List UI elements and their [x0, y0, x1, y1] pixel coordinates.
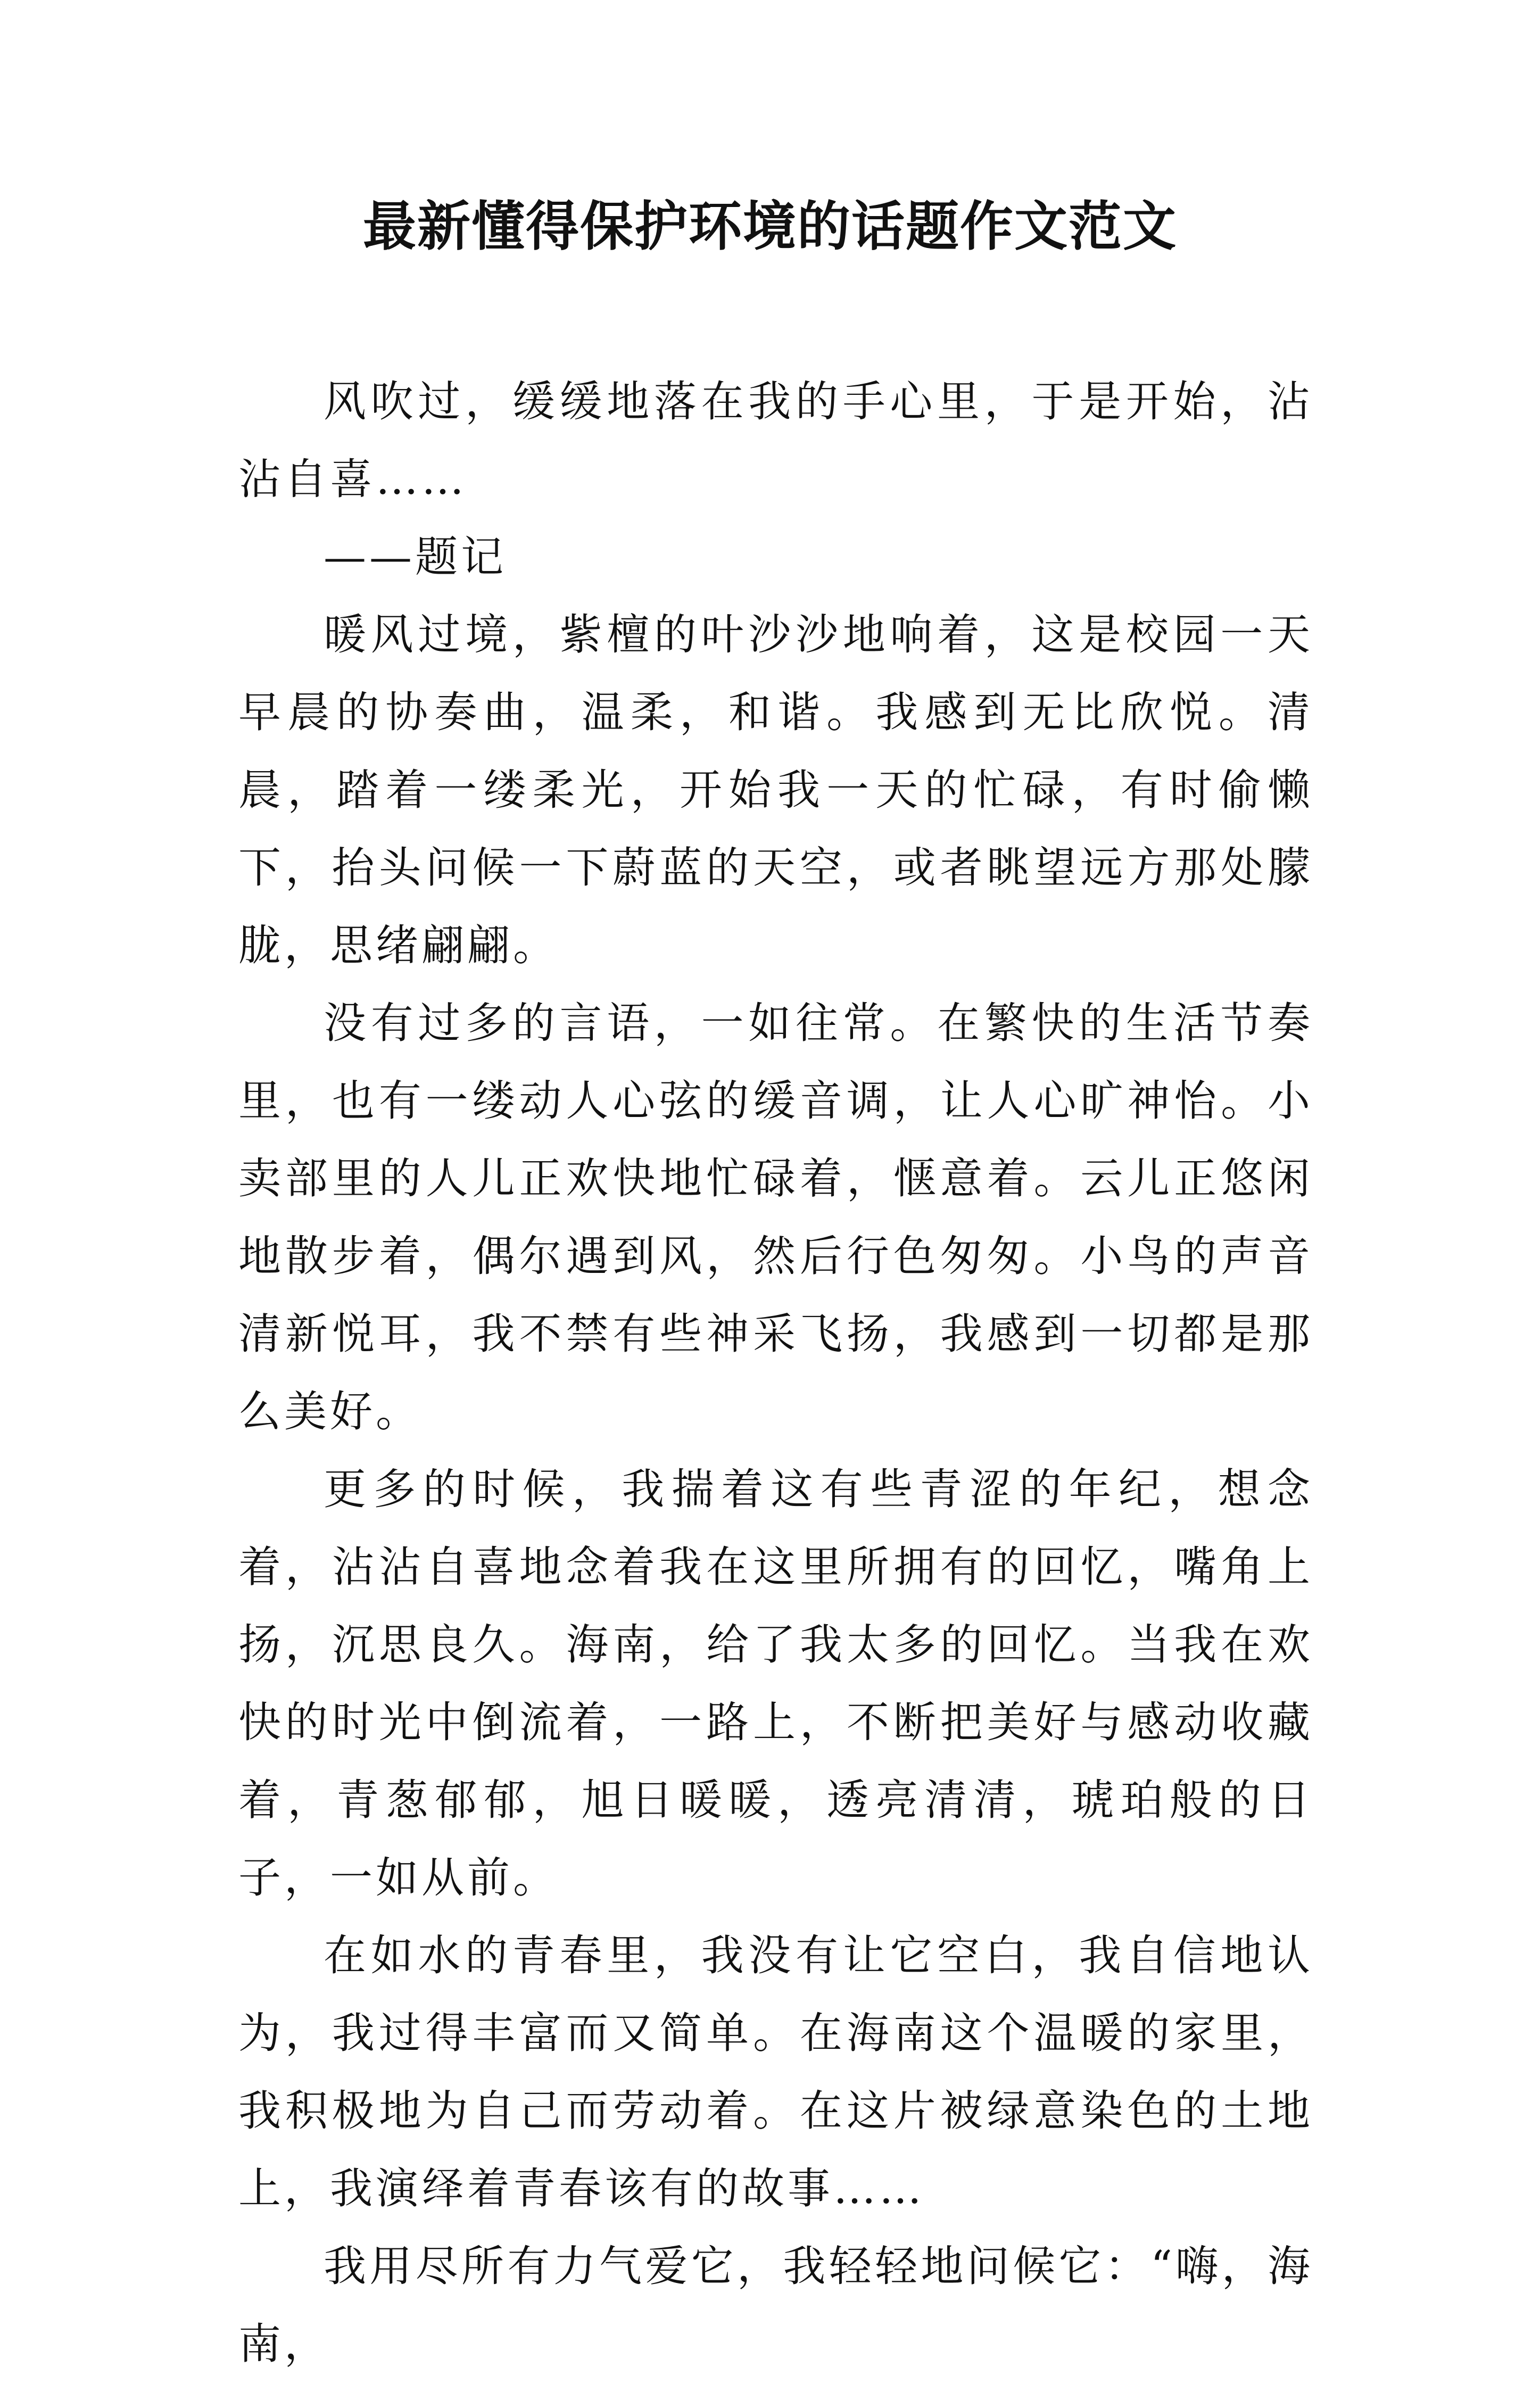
- document-body: [238, 363, 1313, 2383]
- paragraph: 在如水的青春里，我没有让它空白，我自信地认为，我过得丰富而又简单。在海南这个温暖的家里，我积极地为自己而劳动着。在这片被绿意染色的土地上，我演绎着青春该有的故事……: [238, 1931, 1313, 2213]
- paragraph: 没有过多的言语，一如往常。在繁快的生活节奏里，也有一缕动人心弦的缓音调，让人心旷神怡。小卖部里的人儿正欢快地忙碌着，惬意着。云儿正悠闲地散步着，偶尔遇到风，然后行色匆匆。小鸟的声音清新悦耳，我不禁有些神采飞扬，我感到一切都是那么美好。: [238, 998, 1313, 1436]
- paragraph-epigraph: 风吹过，缓缓地落在我的手心里，于是开始，沾沾自喜……: [238, 377, 1313, 504]
- document-title: 最新懂得保护环境的话题作文范文: [363, 195, 1177, 258]
- paragraph: 暖风过境，紫檀的叶沙沙地响着，这是校园一天早晨的协奏曲，温柔，和谐。我感到无比欣悦。清晨，踏着一缕柔光，开始我一天的忙碌，有时偷懒下，抬头问候一下蔚蓝的天空，或者眺望远方那处朦胧，思绪翩翩。: [238, 610, 1313, 970]
- paragraph: 更多的时候，我揣着这有些青涩的年纪，想念着，沾沾自喜地念着我在这里所拥有的回忆，嘴角上扬，沉思良久。海南，给了我太多的回忆。当我在欢快的时光中倒流着，一路上，不断把美好与感动收藏着，青葱郁郁，旭日暖暖，透亮清清，琥珀般的日子，一如从前。: [238, 1464, 1313, 1902]
- paragraph-epigraph-attribution: ——题记: [324, 532, 507, 582]
- paragraph: 我用尽所有力气爱它，我轻轻地问候它：“嗨，海南，: [238, 2241, 1313, 2369]
